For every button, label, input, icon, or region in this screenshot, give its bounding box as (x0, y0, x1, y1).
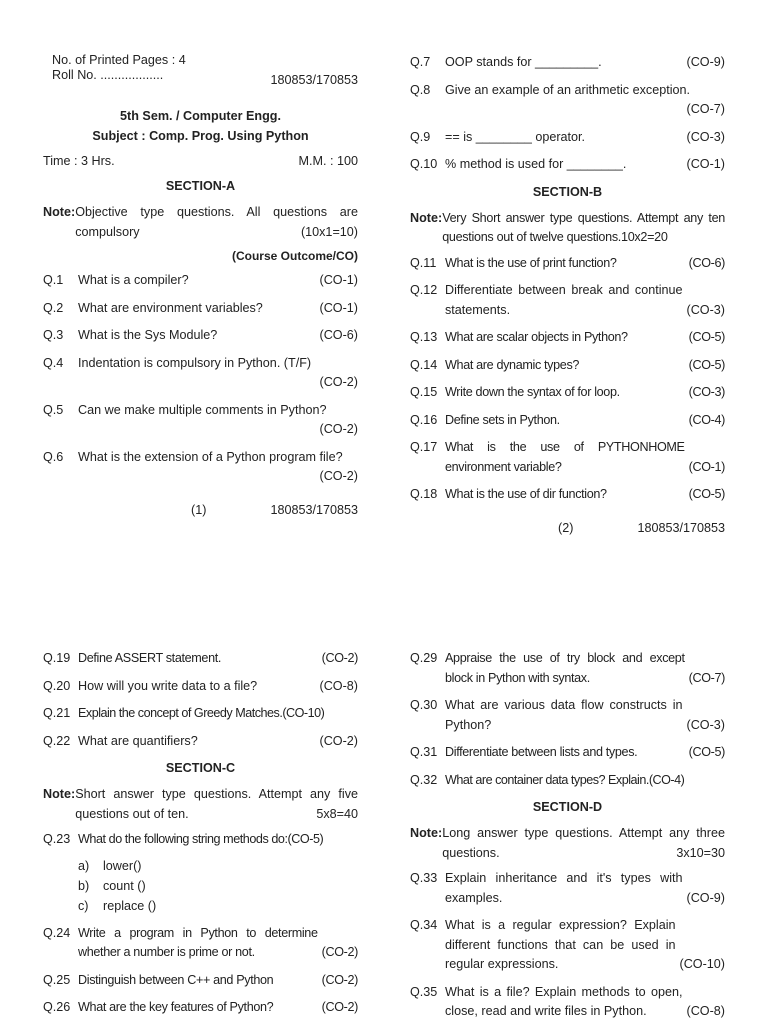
sub-question: b) count () (78, 878, 146, 893)
note-text: Short answer type questions. Attempt any five questions out of ten. (75, 787, 358, 821)
page-number: (1) (191, 502, 207, 517)
sub-question: a) lower() (78, 858, 142, 873)
section-b-note (410, 209, 725, 248)
page-footer (410, 519, 725, 538)
question: Q.15 (CO-3) Write down the syntax of for loop. (410, 385, 725, 399)
roll-number: Roll No. .................. (52, 68, 164, 82)
question: Q.30 (CO-3) What are various data flow constructs in Python? (410, 698, 725, 732)
question: Q.17 (CO-1) What is the use of PYTHONHOME environment variable? (410, 440, 725, 474)
note-marks: 5x8=40 (316, 806, 358, 821)
question: Q.16 (CO-4) Define sets in Python. (410, 412, 725, 427)
page-1 (43, 53, 358, 520)
question: Q.20 (CO-8) How will you write data to a file? (43, 678, 358, 693)
course-outcome-heading: (Course Outcome/CO) (231, 249, 358, 263)
question: Q.34 (CO-10) What is a regular expression? Explain different functions that can be used in regular expressions. (410, 918, 725, 971)
question: Q.35 (CO-8) What is a file? Explain methods to open, close, read and write files in Python. (410, 984, 725, 1018)
question: Q.4 Indentation is compulsory in Python. (T/F) (CO-2) (43, 355, 358, 389)
question: Q.22 (CO-2) What are quantifiers? (43, 733, 358, 748)
question: Q.13 (CO-5) What are scalar objects in Python? (410, 330, 725, 344)
paper-code: 180853/170853 (270, 73, 358, 87)
page-header (43, 53, 358, 105)
page-2 (410, 53, 725, 538)
note-text: Long answer type questions. Attempt any three questions. (442, 826, 725, 860)
question: Q.29 (CO-7) Appraise the use of try block and except block in Python with syntax. (410, 651, 725, 685)
subject-title: Subject : Comp. Prog. Using Python (92, 129, 309, 143)
section-d-note (410, 824, 725, 863)
question: Q.18 (CO-5) What is the use of dir function? (410, 487, 725, 501)
question: Q.31 (CO-5) Differentiate between lists and types. (410, 745, 725, 759)
section-b-title: SECTION-B (532, 184, 603, 199)
sub-question: c) replace () (78, 898, 157, 913)
section-a-note (43, 203, 358, 242)
page-footer (43, 501, 358, 520)
note-text: Objective type questions. All questions are compulsory (75, 205, 358, 239)
footer-code: 180853/170853 (637, 520, 725, 535)
note-label: Note: (43, 205, 76, 219)
question: Q.23 What do the following string methods do:(CO-5) (43, 832, 324, 846)
question: Q.11 (CO-6) What is the use of print function? (410, 255, 725, 270)
question: Q.33 (CO-9) Explain inheritance and it's types with examples. (410, 871, 725, 905)
note-text: Very Short answer type questions. Attempt any ten questions out of twelve questions.10x2=20 (442, 210, 725, 244)
question: Q.26 (CO-2) What are the key features of Python? (43, 1000, 358, 1014)
page-number: (2) (558, 520, 574, 535)
question: Q.21 Explain the concept of Greedy Matches.(CO-10) (43, 706, 325, 720)
page-4 (410, 649, 725, 1030)
note-label: Note: (43, 787, 76, 801)
footer-code: 180853/170853 (270, 502, 358, 517)
exam-time: Time : 3 Hrs. (43, 154, 115, 168)
section-c-note (43, 785, 358, 824)
question: Q.14 (CO-5) What are dynamic types? (410, 357, 725, 372)
printed-pages: No. of Printed Pages : 4 (52, 53, 186, 67)
question: Q.9 (CO-3) == is ________ operator. (410, 129, 725, 144)
note-marks: 3x10=30 (676, 845, 725, 860)
note-label: Note: (410, 826, 443, 840)
page-3 (43, 649, 358, 1026)
question: Q.19 (CO-2) Define ASSERT statement. (43, 651, 358, 665)
time-marks-line (43, 152, 358, 171)
question: Q.32 What are container data types? Explain.(CO-4) (410, 772, 685, 787)
question: Q.8 Give an example of an arithmetic exception. (CO-7) (410, 82, 725, 116)
question: Q.3 (CO-6) What is the Sys Module? (43, 328, 358, 342)
sub-question-list (78, 856, 358, 916)
question: Q.5 Can we make multiple comments in Python? (CO-2) (43, 402, 358, 436)
section-d-title: SECTION-D (532, 800, 603, 814)
note-marks: (10x1=10) (300, 224, 358, 239)
question: Q.25 (CO-2) Distinguish between C++ and Python (43, 972, 358, 987)
note-label: Note: (410, 210, 443, 225)
section-c-title: SECTION-C (165, 761, 236, 775)
max-marks: M.M. : 100 (298, 154, 358, 168)
question: Q.12 (CO-3) Differentiate between break and continue statements. (410, 283, 725, 317)
section-a-title: SECTION-A (165, 179, 236, 193)
question: Q.1 (CO-1) What is a compiler? (43, 273, 358, 287)
question: Q.24 (CO-2) Write a program in Python to determine whether a number is prime or not. (43, 925, 358, 959)
question: Q.10 (CO-1) % method is used for ________. (410, 157, 725, 171)
semester-title: 5th Sem. / Computer Engg. (120, 109, 281, 123)
question: Q.7 (CO-9) OOP stands for _________. (410, 55, 725, 69)
question: Q.2 (CO-1) What are environment variables? (43, 300, 358, 315)
question: Q.6 What is the extension of a Python program file? (CO-2) (43, 449, 358, 483)
